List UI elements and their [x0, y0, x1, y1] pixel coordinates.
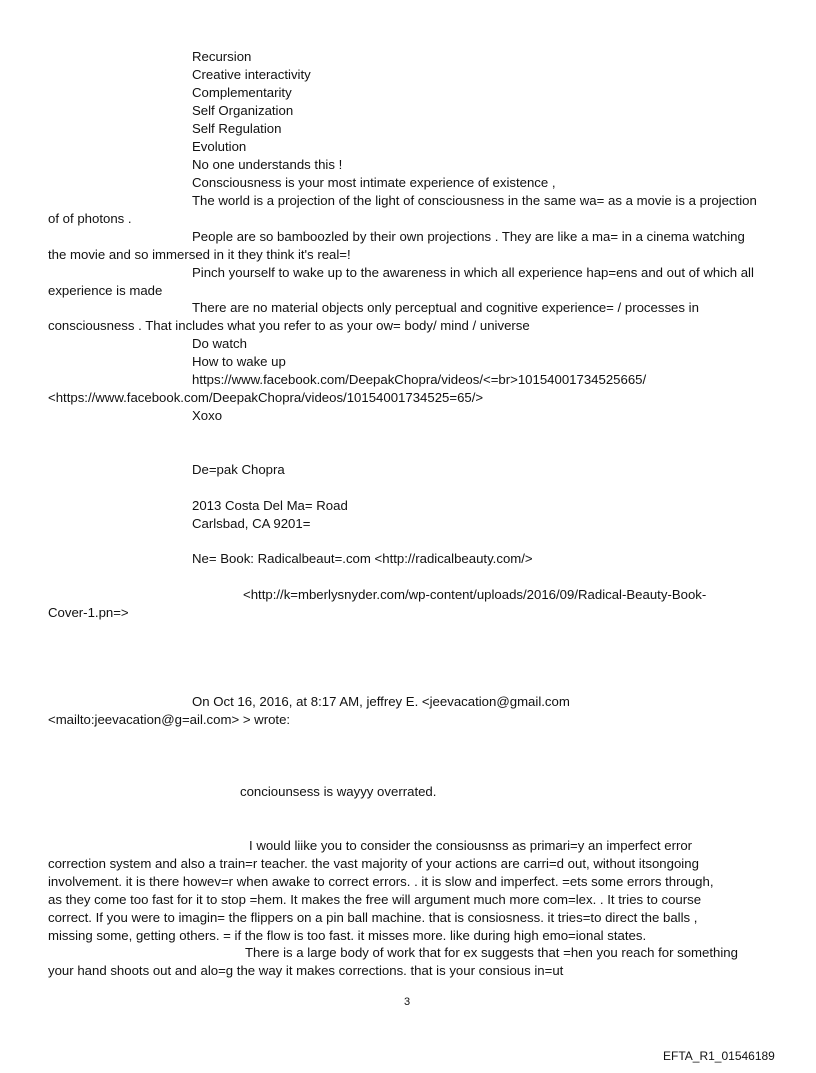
text-line: correction system and also a train=r teacher. the vast majority of your actions are carri=d out, without itsongoing [48, 856, 699, 871]
url-line: <https://www.facebook.com/DeepakChopra/videos/10154001734525=65/> [48, 390, 484, 405]
text-line: Do watch [192, 336, 247, 351]
text-line: involvement. it is there howev=r when awake to correct errors. . it is slow and imperfect. =ets some errors through, [48, 874, 714, 889]
url-line: <http://k=mberlysnyder.com/wp-content/uploads/2016/09/Radical-Beauty-Book- [243, 587, 707, 602]
book-line: Ne= Book: Radicalbeaut=.com <http://radicalbeauty.com/> [192, 551, 533, 566]
text-line: There are no material objects only perceptual and cognitive experience= / processes in [192, 300, 699, 315]
text-line: The world is a projection of the light of consciousness in the same wa= as a movie is a projection [192, 193, 757, 208]
text-line: Recursion [192, 49, 252, 64]
text-line: I would liike you to consider the consiousnss as primari=y an imperfect error [249, 838, 693, 853]
text-line: correct. If you were to imagin= the flippers on a pin ball machine. that is consiosness. it tries=to direct the balls , [48, 910, 698, 925]
text-line: your hand shoots out and alo=g the way it makes corrections. that is your consious in=ut [48, 963, 564, 978]
signature-name: De=pak Chopra [192, 462, 285, 477]
text-line: Pinch yourself to wake up to the awareness in which all experience hap=ens and out of which all [192, 265, 754, 280]
address-line: Carlsbad, CA 9201= [192, 516, 311, 531]
url-line: https://www.facebook.com/DeepakChopra/videos/<=br>10154001734525665/ [192, 372, 647, 387]
reply-header: On Oct 16, 2016, at 8:17 AM, jeffrey E. <jeevacation@gmail.com [192, 694, 570, 709]
text-line: as they come too fast for it to stop =hem. It makes the free will argument much more com=lex. . It tries to course [48, 892, 702, 907]
text-line: No one understands this ! [192, 157, 343, 172]
text-line: Consciousness is your most intimate experience of existence , [192, 175, 556, 190]
page-number: 3 [404, 996, 411, 1008]
document-id: EFTA_R1_01546189 [663, 1049, 775, 1063]
url-line: Cover-1.pn=> [48, 605, 129, 620]
text-line: Complementarity [192, 85, 292, 100]
text-line: Self Regulation [192, 121, 282, 136]
text-line: Creative interactivity [192, 67, 311, 82]
text-line: consciousness . That includes what you refer to as your ow= body/ mind / universe [48, 318, 530, 333]
address-line: 2013 Costa Del Ma= Road [192, 498, 348, 513]
text-line: missing some, getting others. = if the flow is too fast. it misses more. like during high emo=ional states. [48, 928, 647, 943]
reply-header: <mailto:jeevacation@g=ail.com> > wrote: [48, 712, 291, 727]
text-line: conciounsess is wayyy overrated. [240, 784, 437, 799]
text-line: There is a large body of work that for ex suggests that =hen you reach for something [245, 945, 738, 960]
text-line: Self Organization [192, 103, 294, 118]
text-line: People are so bamboozled by their own projections . They are like a ma= in a cinema watching [192, 229, 745, 244]
text-line: of of photons . [48, 211, 132, 226]
text-line: How to wake up [192, 354, 286, 369]
text-line: the movie and so immersed in it they think it's real=! [48, 247, 351, 262]
text-line: Evolution [192, 139, 247, 154]
text-line: experience is made [48, 283, 163, 298]
text-line: Xoxo [192, 408, 223, 423]
